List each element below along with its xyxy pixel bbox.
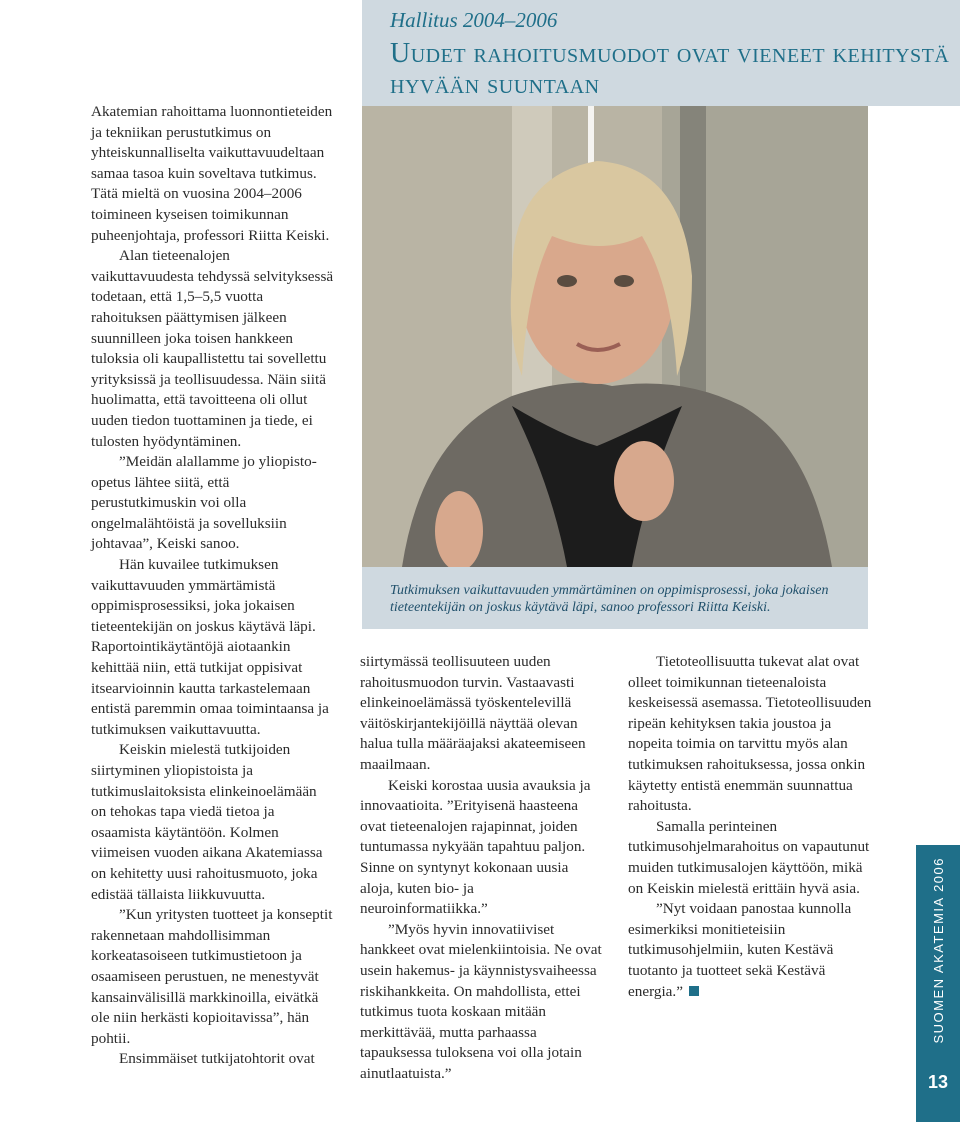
end-of-article-square-icon <box>689 986 699 996</box>
paragraph-text: ”Nyt voidaan panostaa kunnolla esimerkiksi monitieteisiin tutkimusohjelmiin, kuten Kestävä tuotanto ja tuotteet sekä Kestävä energia.” <box>628 900 852 1000</box>
paragraph: Tietoteollisuutta tukevat alat ovat olleet toimikunnan tieteenaloista keskeisessä asemassa. Tietoteollisuuden ripeän kehityksen takia joustoa ja nopeita toimia on tarvittu myös alan tutkimuksen rahoituksessa, jossa onkin käytetty entistä enemmän suunnattua rahoitusta. <box>628 653 872 815</box>
paragraph: Ensimmäiset tutkijatohtorit ovat <box>119 1050 315 1068</box>
publication-name: SUOMEN AKATEMIA 2006 <box>930 856 946 1044</box>
article-headline: Uudet rahoitusmuodot ovat vieneet kehitystä hyvään suuntaan <box>390 38 950 100</box>
paragraph: Keiski korostaa uusia avauksia ja innovaatioita. ”Erityisenä haasteena ovat tieteenalojen rajapinnat, joiden tuntumassa nykyään tapahtuu paljon. Sinne on syntynyt kokonaan uusia aloja, kuten bio- ja neuroinformatiikka.” <box>360 776 591 918</box>
publication-label <box>916 845 960 1055</box>
paragraph: Akatemian rahoittama luonnontieteiden ja tekniikan perustutkimus on yhteiskunnalliselta vaikuttavuudeltaan samaa tasoa kuin soveltava tutkimus. Tätä mieltä on vuosina 2004–2006 toimineen kyseisen toimikunnan puheenjohtaja, professori Riitta Keiski. <box>91 103 333 244</box>
paragraph: ”Meidän alallamme jo yliopisto-opetus lähtee siitä, että perustutkimuskin voi olla ongelmalähtöistä ja sovelluksiin johtavaa”, Keiski sanoo. <box>91 453 317 553</box>
portrait-photo <box>362 106 868 567</box>
photo-caption: Tutkimuksen vaikuttavuuden ymmärtäminen on oppimisprosessi, joka jokaisen tieteentekijän on joskus käytävä läpi, sanoo professori Riitta Keiski. <box>390 583 829 615</box>
paragraph <box>628 899 872 1002</box>
portrait-illustration <box>362 106 868 567</box>
text-column-3 <box>628 652 872 1002</box>
text-column-2 <box>360 652 604 1084</box>
paragraph: siirtymässä teollisuuteen uuden rahoitusmuodon turvin. Vastaavasti elinkeinoelämässä työskentelevillä väitöskirjantekijöillä näyttää olevan halua tulla määräajaksi akateemiseen maailmaan. <box>360 653 586 773</box>
text-column-1 <box>91 102 335 1070</box>
paragraph: ”Myös hyvin innovatiiviset hankkeet ovat mielenkiintoisia. Ne ovat usein hakemus- ja käynnistysvaiheessa riskihankkeita. On mahdollista, ettei tutkimus tuota koskaan mitään merkittävää, mutta parhaassa tapauksessa tuloksena voi olla jotain ainutlaatuista.” <box>360 920 602 1082</box>
paragraph: Keiskin mielestä tutkijoiden siirtyminen yliopistoista ja tutkimuslaitoksista elinkeinoelämään on tehokas tapa viedä tietoa ja osaamista käytäntöön. Kolmen viimeisen vuoden aikana Akatemiassa on kehitetty uusi rahoitusmuoto, joka edistää tällaista liikkuvuutta. <box>91 741 323 903</box>
section-kicker: Hallitus 2004–2006 <box>390 8 558 32</box>
paragraph: ”Kun yritysten tuotteet ja konseptit rakennetaan mahdollisimman korkeatasoiseen tutkimustietoon ja osaamiseen perustuen, ne menestyvät kansainvälisillä markkinoilla, eivätkä ole niin herkästi kopioitavissa”, hän pohtii. <box>91 906 333 1047</box>
paragraph: Hän kuvailee tutkimuksen vaikuttavuuden ymmärtämistä oppimisprosessiksi, joka jokaisen tieteentekijän on joskus käytävä läpi. Raportointikäytäntöjä aiotaankin kehittää niin, että tutkijat oppisivat itsearvioinnin kautta tarkastelemaan entistä paremmin omaa toimintaansa ja tutkimuksen vaikuttavuutta. <box>91 556 329 738</box>
paragraph: Alan tieteenalojen vaikuttavuudesta tehdyssä selvityksessä todetaan, että 1,5–5,5 vuotta rahoituksen päättymisen jälkeen suunnilleen joka toisen hankkeen tuloksia oli kaupallistettu tai sovellettu yrityksissä ja teollisuudessa. Näin siitä huolimatta, että tavoitteena oli ollut uuden tiedon tuottaminen ja tiede, ei tulosten hyödyntäminen. <box>91 247 334 450</box>
paragraph: Samalla perinteinen tutkimusohjelmarahoitus on vapautunut muiden tutkimusalojen käyttöön, mikä on Keiskin mielestä erittäin hyvä asia. <box>628 817 870 897</box>
page-number: 13 <box>927 1072 949 1092</box>
